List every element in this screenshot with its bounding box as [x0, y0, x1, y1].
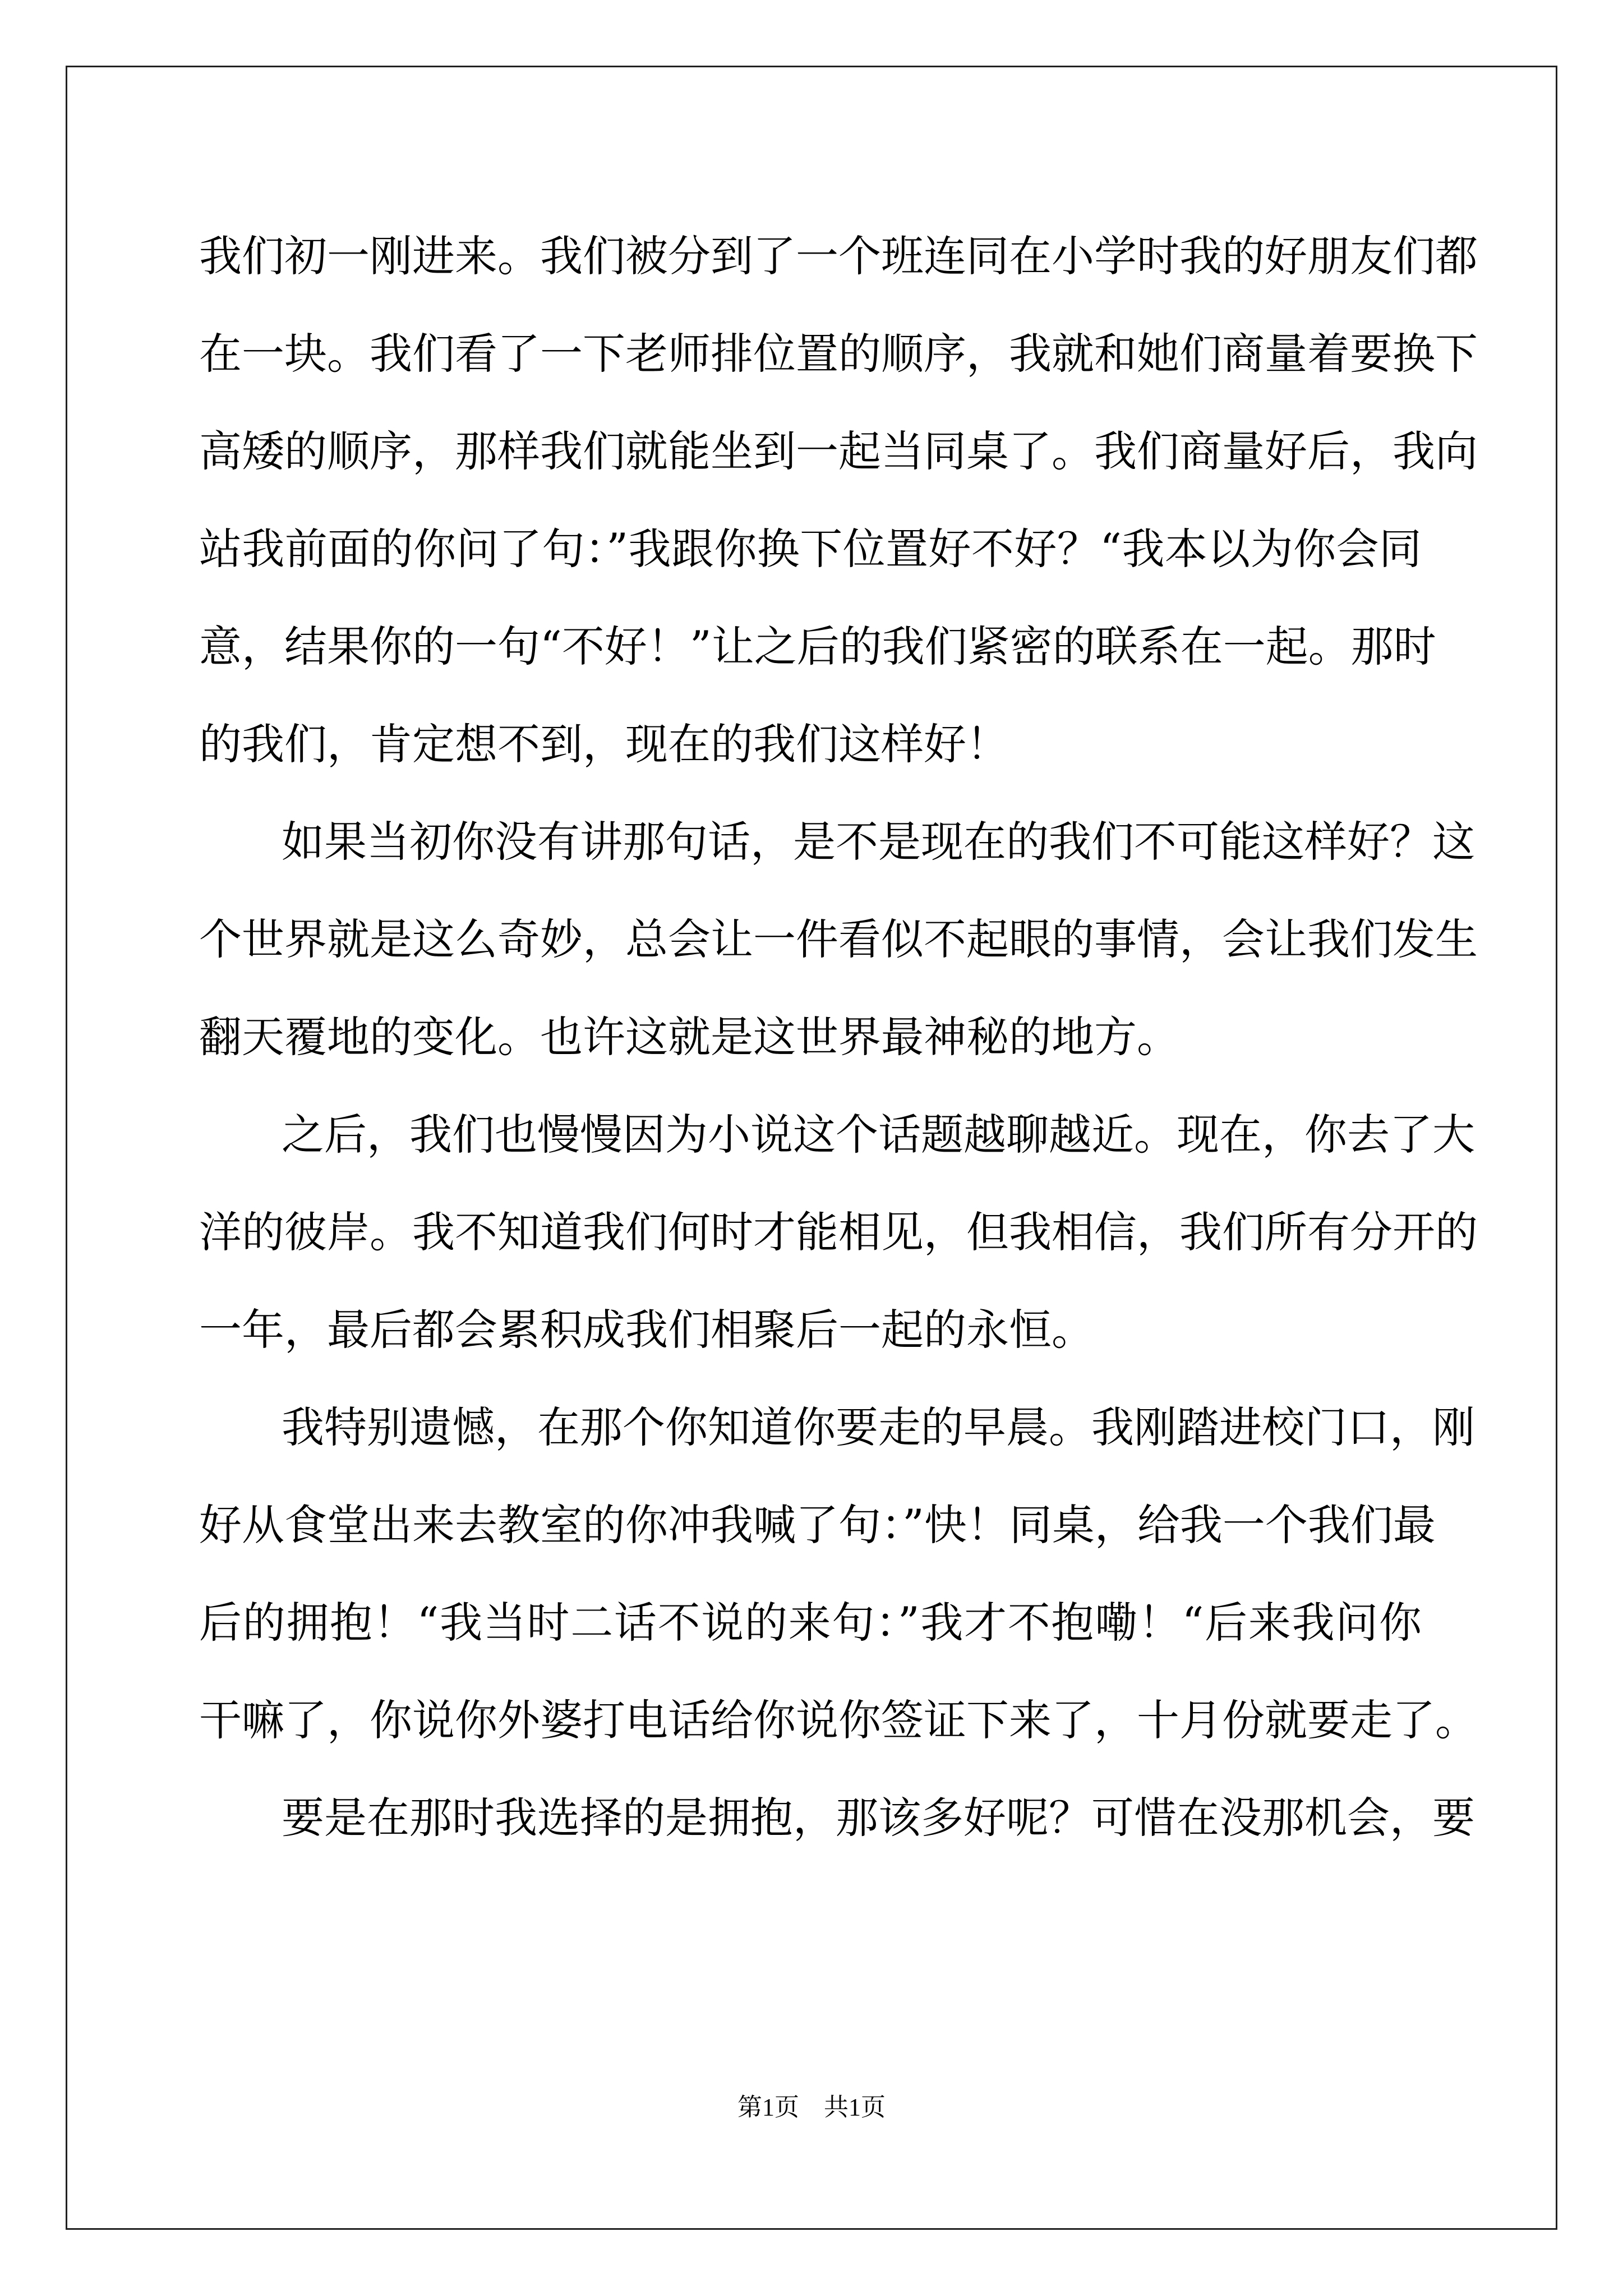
text-line: 要是在那时我选择的是拥抱，那该多好呢？可惜在没那机会，要	[282, 1793, 1475, 1843]
text-line: 翻天覆地的变化。也许这就是这世界最神秘的地方。	[199, 1012, 1179, 1062]
text-line: 个世界就是这么奇妙，总会让一件看似不起眼的事情，会让我们发生	[199, 914, 1478, 964]
text-line: 在一块。我们看了一下老师排位置的顺序，我就和她们商量着要换下	[199, 329, 1478, 379]
text-line: 一年，最后都会累积成我们相聚后一起的永恒。	[199, 1305, 1094, 1355]
text-line: 我们初一刚进来。我们被分到了一个班连同在小学时我的好朋友们都	[199, 231, 1478, 281]
text-line: 洋的彼岸。我不知道我们何时才能相见，但我相信，我们所有分开的	[199, 1207, 1478, 1257]
text-line: 好从食堂出来去教室的你冲我喊了句：”快！同桌，给我一个我们最	[199, 1500, 1436, 1550]
text-line: 之后，我们也慢慢因为小说这个话题越聊越近。现在，你去了大	[282, 1110, 1475, 1159]
text-line: 如果当初你没有讲那句话，是不是现在的我们不可能这样好？这	[282, 817, 1475, 867]
document-body	[199, 208, 1478, 1867]
text-line: 的我们，肯定想不到，现在的我们这样好！	[199, 719, 1009, 769]
text-line: 站我前面的你问了句：”我跟你换下位置好不好？“我本以为你会同	[199, 524, 1422, 574]
text-line: 干嘛了，你说你外婆打电话给你说你签证下来了，十月份就要走了。	[199, 1695, 1478, 1745]
text-line: 意，结果你的一句“不好！”让之后的我们紧密的联系在一起。那时	[199, 622, 1436, 671]
page-number-footer: 第1页 共1页	[737, 2093, 886, 2121]
text-line: 高矮的顺序，那样我们就能坐到一起当同桌了。我们商量好后，我向	[199, 426, 1478, 476]
text-line: 后的拥抱！“我当时二话不说的来句：”我才不抱嘞！“后来我问你	[199, 1598, 1422, 1648]
text-line: 我特别遗憾，在那个你知道你要走的早晨。我刚踏进校门口，刚	[282, 1402, 1475, 1452]
